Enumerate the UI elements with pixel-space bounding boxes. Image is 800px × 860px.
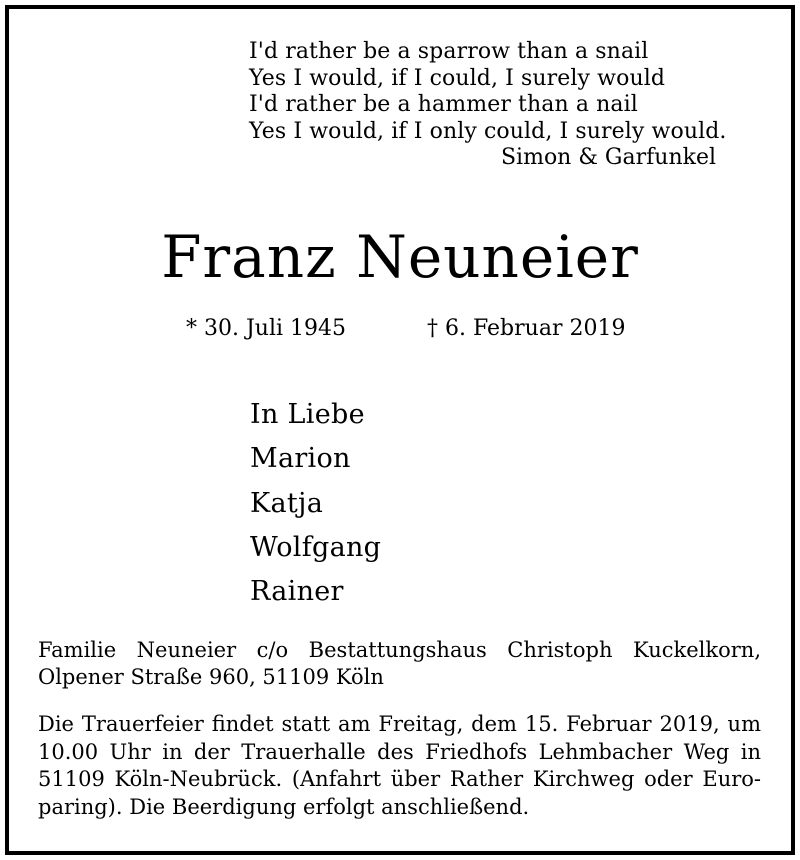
ceremony-line-1: Die Trauerfeier findet statt am Freitag, dem 15. Februar 2019, um [38, 712, 761, 736]
poem-line-2: Yes I would, if I could, I surely would [249, 65, 666, 91]
birth-date: * 30. Juli 1945 [186, 316, 347, 341]
poem-attribution: Simon & Garfunkel [500, 145, 716, 170]
death-date: † 6. Februar 2019 [427, 316, 626, 341]
signature-name: Wolfgang [250, 531, 382, 563]
funeral-ceremony-info [38, 711, 761, 821]
obituary-notice [5, 5, 795, 855]
family-address [38, 637, 761, 691]
ceremony-line-3: 51109 Köln-Neubrück. (Anfahrt über Rather Kirchweg oder Euro- [38, 767, 761, 791]
ceremony-line-4: paring). Die Beerdigung erfolgt anschließend. [38, 794, 530, 819]
signature-name: Marion [250, 443, 351, 475]
ceremony-line-2: 10.00 Uhr in der Trauerhalle des Friedhofs Lehmbacher Weg in [38, 739, 761, 764]
poem-line-1: I'd rather be a sparrow than a snail [249, 39, 649, 64]
signature-name: Katja [250, 487, 324, 519]
poem-quote [249, 39, 729, 145]
address-line-2: Olpener Straße 960, 51109 Köln [38, 665, 384, 689]
signature-greeting: In Liebe [250, 399, 365, 430]
deceased-name: Franz Neuneier [161, 223, 639, 291]
mourners-signature [250, 393, 381, 614]
address-line-1: Familie Neuneier c/o Bestattungshaus Christoph Kuckelkorn, [38, 638, 761, 662]
poem-line-4: Yes I would, if I only could, I surely would. [249, 118, 727, 144]
poem-line-3: I'd rather be a hammer than a nail [249, 92, 638, 117]
signature-name: Rainer [250, 576, 344, 608]
